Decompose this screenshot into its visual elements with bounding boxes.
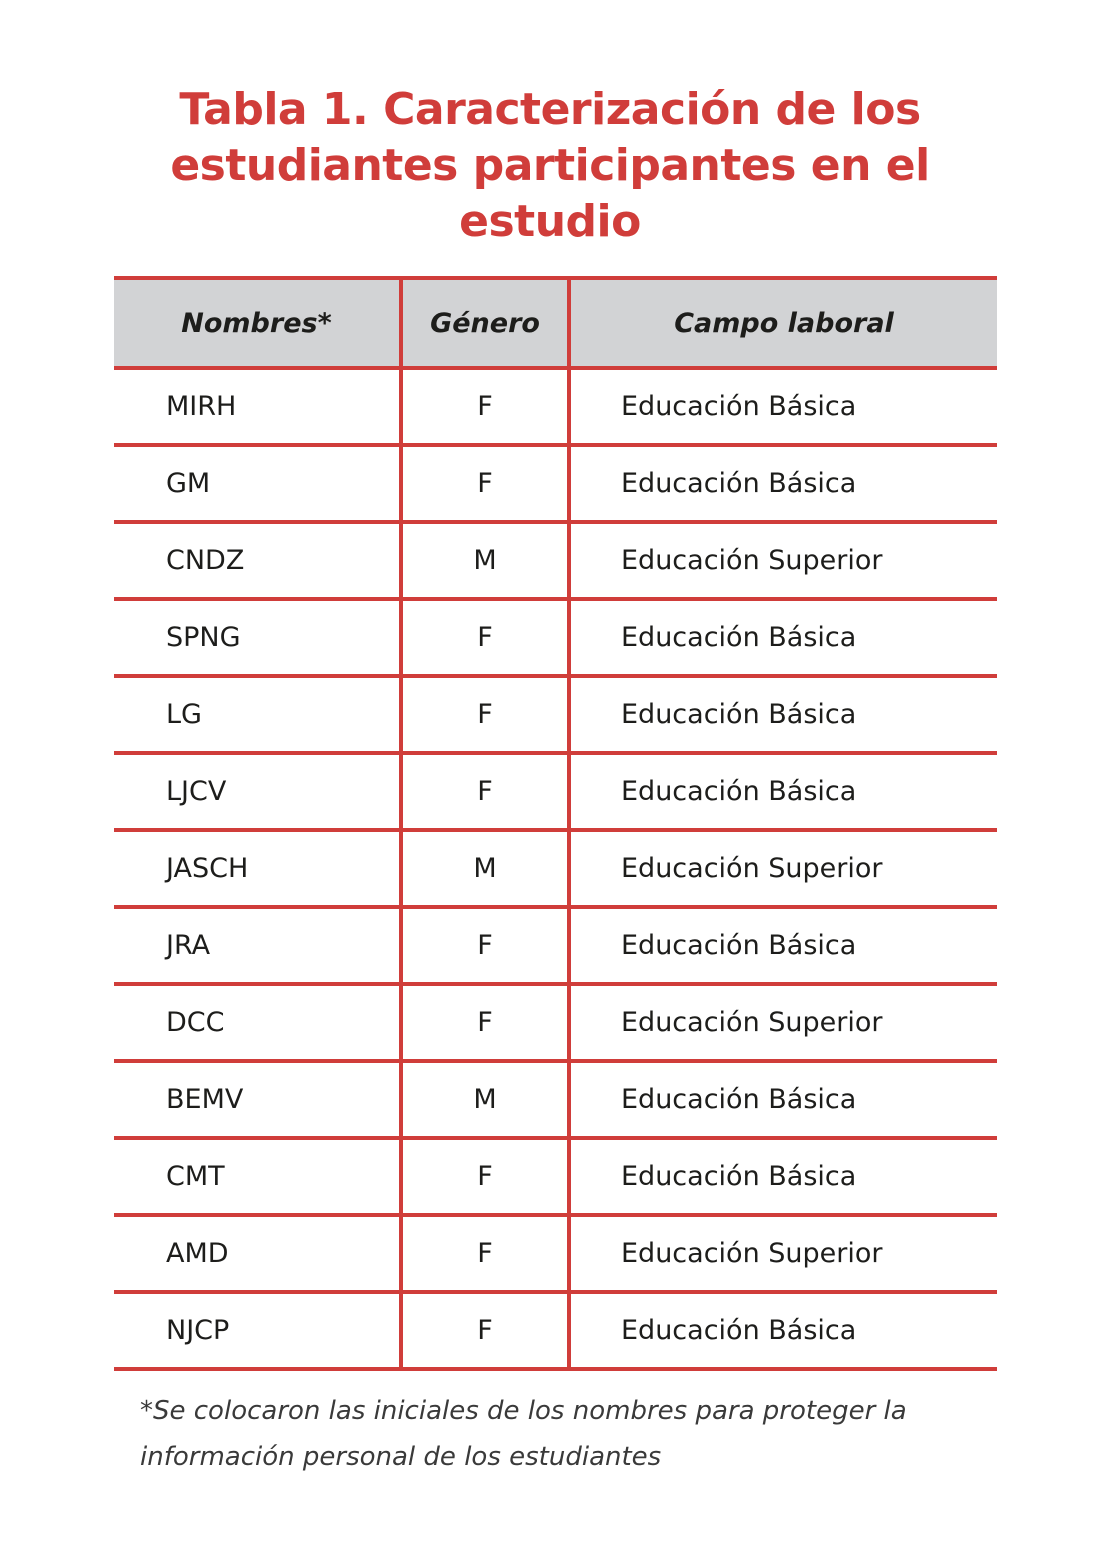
cell-genero: F xyxy=(401,676,569,753)
table-row xyxy=(114,368,997,445)
cell-nombre: GM xyxy=(114,445,401,522)
table-row xyxy=(114,445,997,522)
cell-campo-laboral: Educación Básica xyxy=(569,368,997,445)
cell-nombre: AMD xyxy=(114,1215,401,1292)
cell-nombre: BEMV xyxy=(114,1061,401,1138)
header-genero: Género xyxy=(401,278,569,368)
cell-genero: M xyxy=(401,522,569,599)
table-title xyxy=(0,82,1100,250)
header-nombres: Nombres* xyxy=(114,278,401,368)
cell-campo-laboral: Educación Básica xyxy=(569,676,997,753)
cell-genero: F xyxy=(401,1292,569,1369)
table-row xyxy=(114,753,997,830)
table-row xyxy=(114,1138,997,1215)
cell-genero: F xyxy=(401,445,569,522)
cell-nombre: DCC xyxy=(114,984,401,1061)
cell-nombre: SPNG xyxy=(114,599,401,676)
students-table xyxy=(114,276,997,1371)
table-row xyxy=(114,907,997,984)
cell-nombre: NJCP xyxy=(114,1292,401,1369)
footnote-line-1: *Se colocaron las iniciales de los nombres para proteger la xyxy=(140,1396,907,1426)
cell-nombre: JRA xyxy=(114,907,401,984)
cell-campo-laboral: Educación Básica xyxy=(569,599,997,676)
table-row xyxy=(114,1215,997,1292)
cell-nombre: JASCH xyxy=(114,830,401,907)
cell-campo-laboral: Educación Básica xyxy=(569,1138,997,1215)
students-table-container xyxy=(114,276,997,1371)
table-row xyxy=(114,1061,997,1138)
cell-genero: F xyxy=(401,1138,569,1215)
cell-genero: F xyxy=(401,368,569,445)
cell-genero: M xyxy=(401,830,569,907)
cell-campo-laboral: Educación Básica xyxy=(569,753,997,830)
table-title-line-1: Tabla 1. Caracterización de los xyxy=(179,84,921,135)
cell-genero: F xyxy=(401,753,569,830)
cell-nombre: MIRH xyxy=(114,368,401,445)
cell-campo-laboral: Educación Superior xyxy=(569,830,997,907)
table-title-line-2: estudiantes participantes en el xyxy=(170,140,930,191)
cell-genero: F xyxy=(401,907,569,984)
footnote-line-2: información personal de los estudiantes xyxy=(140,1442,662,1472)
cell-campo-laboral: Educación Superior xyxy=(569,1215,997,1292)
cell-campo-laboral: Educación Básica xyxy=(569,445,997,522)
header-campo-laboral: Campo laboral xyxy=(569,278,997,368)
table-row xyxy=(114,830,997,907)
table-body xyxy=(114,368,997,1369)
cell-genero: M xyxy=(401,1061,569,1138)
cell-campo-laboral: Educación Básica xyxy=(569,1292,997,1369)
table-footnote xyxy=(140,1388,1000,1480)
cell-genero: F xyxy=(401,1215,569,1292)
cell-campo-laboral: Educación Básica xyxy=(569,907,997,984)
cell-campo-laboral: Educación Superior xyxy=(569,522,997,599)
table-row xyxy=(114,599,997,676)
table-row xyxy=(114,522,997,599)
table-title-line-3: estudio xyxy=(459,196,641,247)
cell-nombre: CMT xyxy=(114,1138,401,1215)
header-row xyxy=(114,278,997,368)
cell-nombre: LG xyxy=(114,676,401,753)
table-row xyxy=(114,1292,997,1369)
table-row xyxy=(114,676,997,753)
table-row xyxy=(114,984,997,1061)
table-header xyxy=(114,278,997,368)
cell-nombre: CNDZ xyxy=(114,522,401,599)
cell-campo-laboral: Educación Básica xyxy=(569,1061,997,1138)
cell-genero: F xyxy=(401,984,569,1061)
cell-nombre: LJCV xyxy=(114,753,401,830)
cell-genero: F xyxy=(401,599,569,676)
cell-campo-laboral: Educación Superior xyxy=(569,984,997,1061)
